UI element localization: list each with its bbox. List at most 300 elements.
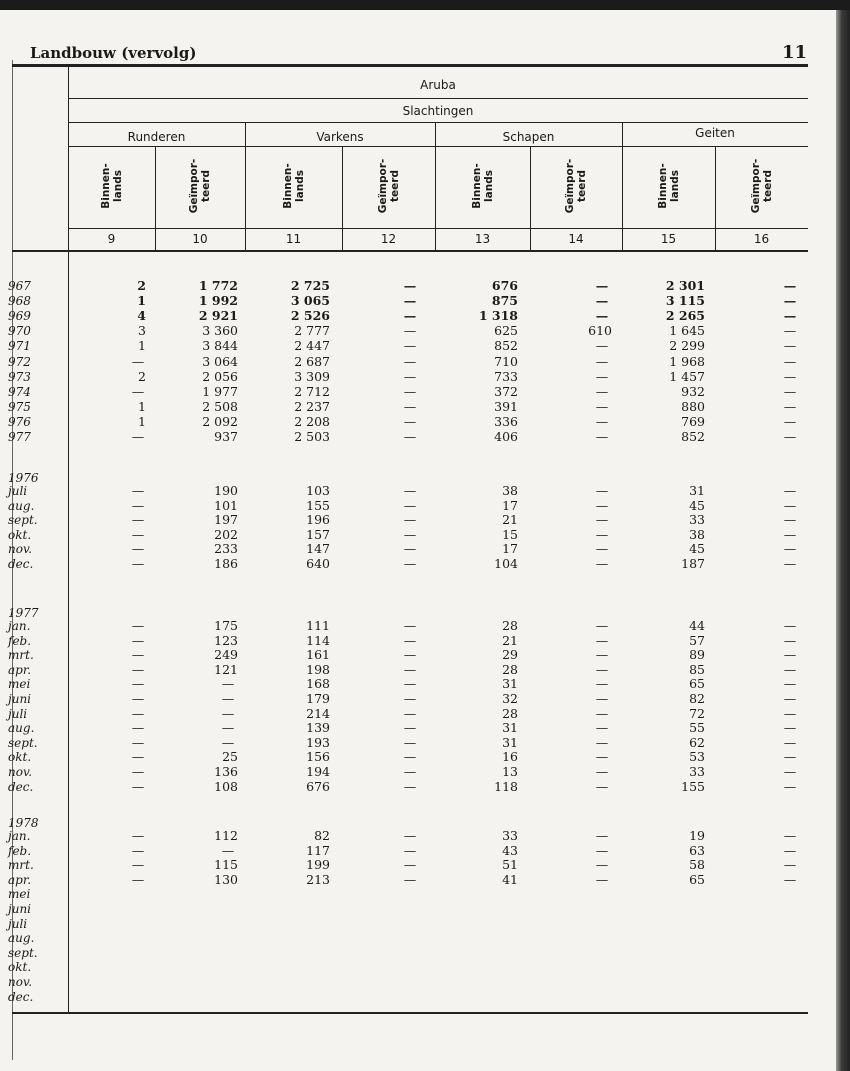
table-cell: 38 — [502, 483, 518, 498]
table-cell: — — [595, 413, 609, 429]
table-row — [0, 385, 850, 399]
table-cell: — — [783, 871, 797, 887]
row-label: sept. — [8, 945, 38, 960]
table-cell: — — [595, 526, 609, 542]
column-number: 10 — [192, 232, 208, 246]
section-year-label: 1978 — [8, 816, 39, 830]
table-cell: 249 — [214, 647, 238, 663]
table-cell: — — [403, 857, 417, 873]
table-cell: 123 — [214, 632, 238, 648]
table-row — [0, 975, 850, 989]
table-cell: — — [595, 398, 609, 414]
table-cell: — — [403, 512, 417, 528]
row-label: mei — [8, 887, 31, 902]
table-cell: 2 508 — [202, 398, 238, 414]
table-row — [0, 946, 850, 960]
table-cell: 937 — [214, 429, 238, 444]
table-row — [0, 829, 850, 843]
table-cell: — — [783, 368, 797, 384]
table-cell: 676 — [491, 278, 518, 293]
table-cell: 115 — [214, 857, 238, 873]
table-cell: — — [403, 778, 417, 794]
table-cell: — — [221, 734, 235, 750]
table-cell: 117 — [306, 842, 330, 858]
table-cell: — — [783, 661, 797, 677]
table-cell: — — [783, 705, 797, 721]
table-cell: — — [403, 483, 417, 498]
row-label: mrt. — [8, 858, 34, 873]
subcolumn-divider — [530, 146, 531, 252]
row-label: jan. — [8, 829, 31, 843]
table-cell: — — [595, 842, 609, 858]
row-label: 972 — [8, 354, 31, 369]
table-cell: — — [131, 647, 145, 663]
table-cell: 852 — [681, 429, 705, 444]
table-row — [0, 542, 850, 556]
subcolumn-header: Binnen- lands — [656, 163, 681, 209]
table-cell: — — [131, 720, 145, 736]
table-cell: 15 — [502, 526, 518, 542]
table-cell: 1 968 — [669, 353, 705, 369]
table-cell: — — [595, 278, 609, 293]
table-cell: 118 — [494, 778, 518, 794]
table-row — [0, 619, 850, 633]
row-label: 967 — [8, 279, 31, 293]
table-cell: 130 — [214, 871, 238, 887]
table-cell: 2 299 — [669, 338, 705, 354]
table-cell: — — [783, 526, 797, 542]
subcolumn-header: Geïmpor- teerd — [749, 158, 774, 214]
group-divider — [435, 122, 436, 252]
row-label: dec. — [8, 779, 34, 794]
table-cell: — — [403, 429, 417, 444]
table-cell: 31 — [502, 720, 518, 736]
table-cell: — — [783, 828, 797, 843]
table-cell: 28 — [502, 705, 518, 721]
table-cell: 852 — [494, 338, 518, 354]
subcolumn-header: Geïmpor- teerd — [564, 158, 588, 214]
row-label: sept. — [8, 513, 38, 528]
row-label: aug. — [8, 498, 35, 513]
table-cell: 63 — [689, 842, 705, 858]
subcolumn-header: Binnen- lands — [470, 163, 495, 209]
rule — [68, 98, 808, 99]
table-cell: 202 — [214, 526, 238, 542]
table-cell: — — [595, 647, 609, 663]
row-label: dec. — [8, 557, 34, 571]
table-cell: — — [595, 828, 609, 843]
table-cell: — — [131, 676, 145, 692]
row-label: juni — [8, 902, 32, 916]
table-cell: — — [131, 429, 145, 444]
table-row — [0, 279, 850, 293]
table-cell: — — [595, 368, 609, 384]
table-cell: — — [595, 871, 609, 887]
table-cell: 89 — [689, 647, 705, 663]
table-cell: — — [783, 734, 797, 750]
table-cell: 2 921 — [198, 308, 238, 324]
row-label: nov. — [8, 975, 33, 989]
table-cell: 193 — [306, 734, 330, 750]
subcolumn-divider — [155, 146, 156, 252]
table-row — [0, 309, 850, 323]
table-cell: — — [403, 749, 417, 765]
table-cell: — — [403, 618, 417, 633]
table-cell: 640 — [306, 556, 330, 571]
table-cell: — — [131, 691, 145, 706]
table-cell: 233 — [214, 541, 238, 557]
animal-header-varkens: Varkens — [316, 130, 364, 144]
column-number: 16 — [753, 232, 770, 246]
table-cell: 112 — [214, 828, 238, 843]
table-cell: 161 — [306, 647, 330, 663]
table-cell: — — [595, 383, 609, 399]
table-cell: — — [595, 353, 609, 369]
table-cell: — — [595, 661, 609, 677]
table-cell: 121 — [214, 661, 238, 677]
table-cell: — — [403, 353, 417, 369]
table-cell: 3 309 — [294, 368, 330, 384]
table-cell: — — [403, 661, 417, 677]
table-row — [0, 902, 850, 916]
table-cell: 82 — [689, 691, 705, 706]
table-row — [0, 400, 850, 414]
table-cell: — — [131, 764, 145, 779]
table-row — [0, 707, 850, 721]
table-cell: — — [403, 764, 417, 779]
table-row — [0, 873, 850, 887]
row-label: okt. — [8, 750, 32, 765]
table-cell: — — [131, 661, 145, 677]
table-cell: — — [403, 720, 417, 736]
table-cell: — — [131, 556, 145, 571]
table-cell: — — [403, 398, 417, 414]
table-cell: 1 645 — [669, 323, 705, 339]
animal-header-schapen: Schapen — [502, 130, 555, 144]
table-cell: — — [595, 705, 609, 721]
table-cell: — — [783, 323, 797, 339]
table-cell: — — [783, 338, 797, 354]
table-cell: 136 — [214, 764, 238, 779]
table-cell: 372 — [494, 383, 518, 399]
table-cell: 72 — [689, 705, 705, 721]
table-cell: 197 — [214, 512, 238, 528]
table-cell: — — [131, 828, 145, 843]
table-row — [0, 917, 850, 931]
scan-top-edge — [0, 0, 850, 10]
table-cell: 2 447 — [294, 338, 330, 354]
table-row — [0, 931, 850, 945]
table-cell: — — [783, 556, 797, 571]
table-cell: 1 — [138, 338, 146, 354]
table-row — [0, 528, 850, 542]
table-cell: — — [403, 734, 417, 750]
table-row — [0, 844, 850, 858]
table-cell: 155 — [681, 778, 705, 794]
table-cell: — — [131, 512, 145, 528]
table-cell: — — [131, 705, 145, 721]
table-cell: — — [595, 632, 609, 648]
rule — [68, 228, 808, 229]
table-cell: — — [595, 857, 609, 873]
row-label: nov. — [8, 542, 33, 557]
table-cell: 25 — [222, 749, 238, 765]
table-cell: 65 — [689, 676, 705, 692]
table-row — [0, 339, 850, 353]
table-cell: — — [595, 429, 609, 444]
table-cell: 103 — [306, 483, 330, 498]
row-label: okt. — [8, 960, 32, 975]
table-row — [0, 765, 850, 779]
table-cell: — — [595, 512, 609, 528]
row-label: 976 — [8, 414, 31, 429]
row-label: nov. — [8, 765, 33, 779]
table-cell: — — [783, 541, 797, 557]
table-cell: 2 — [138, 368, 146, 384]
table-cell: — — [131, 842, 145, 858]
table-row — [0, 990, 850, 1004]
table-cell: — — [131, 734, 145, 750]
table-cell: 55 — [689, 720, 705, 736]
table-cell: — — [403, 632, 417, 648]
table-cell: — — [403, 691, 417, 706]
table-cell: — — [221, 705, 235, 721]
table-cell: — — [783, 778, 797, 794]
table-cell: — — [595, 293, 609, 309]
row-label: juni — [8, 692, 32, 706]
table-cell: 1 318 — [478, 308, 518, 324]
table-cell: — — [783, 512, 797, 528]
table-cell: — — [403, 497, 417, 513]
table-cell: 3 360 — [202, 323, 238, 339]
table-cell: — — [403, 323, 417, 339]
table-cell: 156 — [306, 749, 330, 765]
table-cell: 62 — [689, 734, 705, 750]
table-cell: 139 — [306, 720, 330, 736]
table-cell: 610 — [588, 323, 612, 339]
table-row — [0, 960, 850, 974]
group-divider — [245, 122, 246, 252]
table-cell: 194 — [306, 764, 330, 779]
table-cell: 58 — [689, 857, 705, 873]
table-cell: 17 — [502, 541, 518, 557]
region-header: Aruba — [420, 78, 456, 92]
table-cell: — — [783, 764, 797, 779]
table-cell: 101 — [214, 497, 238, 513]
table-cell: — — [783, 842, 797, 858]
table-cell: 13 — [502, 764, 518, 779]
rule — [68, 122, 808, 123]
column-number: 11 — [285, 232, 302, 246]
table-row — [0, 750, 850, 764]
column-number: 15 — [660, 232, 677, 246]
table-cell: 2 301 — [665, 278, 705, 293]
table-cell: — — [131, 871, 145, 887]
table-cell: 1 992 — [198, 293, 238, 309]
table-cell: — — [595, 764, 609, 779]
table-cell: — — [131, 778, 145, 794]
table-cell: 85 — [689, 661, 705, 677]
table-cell: 2 056 — [202, 368, 238, 384]
page-title: Landbouw (vervolg) — [30, 44, 197, 62]
row-label: 969 — [8, 309, 31, 324]
table-cell: 28 — [502, 661, 518, 677]
table-cell: 187 — [681, 556, 705, 571]
table-cell: 51 — [502, 857, 518, 873]
table-cell: 147 — [306, 541, 330, 557]
subcolumn-header: Binnen- lands — [281, 163, 306, 209]
table-row — [0, 557, 850, 571]
table-cell: 28 — [502, 618, 518, 633]
table-cell: 186 — [214, 556, 238, 571]
group-divider — [622, 122, 623, 252]
table-cell: — — [595, 618, 609, 633]
table-top-rule — [12, 64, 808, 67]
table-cell: 1 977 — [202, 383, 238, 399]
table-cell: — — [783, 308, 797, 324]
table-cell: — — [131, 749, 145, 765]
row-label: apr. — [8, 662, 32, 677]
table-cell: 45 — [689, 497, 705, 513]
table-cell: 65 — [689, 871, 705, 887]
table-cell: — — [221, 691, 235, 706]
table-cell: 1 — [137, 293, 146, 309]
row-label: juli — [8, 484, 28, 498]
table-cell: — — [783, 497, 797, 513]
table-cell: — — [783, 749, 797, 765]
row-label: sept. — [8, 735, 38, 750]
table-cell: 769 — [681, 413, 705, 429]
table-cell: — — [403, 278, 417, 293]
table-cell: — — [403, 828, 417, 843]
table-cell: 875 — [491, 293, 518, 309]
column-number: 9 — [107, 232, 116, 246]
table-row — [0, 355, 850, 369]
table-cell: — — [403, 308, 417, 324]
table-cell: — — [595, 541, 609, 557]
table-cell: 3 064 — [202, 353, 238, 369]
table-cell: — — [595, 778, 609, 794]
table-cell: 17 — [502, 497, 518, 513]
row-label: 975 — [8, 399, 31, 414]
table-cell: 2 725 — [290, 278, 330, 293]
table-cell: 676 — [306, 778, 330, 794]
table-cell: — — [403, 293, 417, 309]
table-row — [0, 780, 850, 794]
table-cell: — — [783, 632, 797, 648]
table-cell: 3 115 — [665, 293, 705, 309]
table-cell: 104 — [494, 556, 518, 571]
table-cell: 213 — [306, 871, 330, 887]
table-cell: — — [131, 526, 145, 542]
table-row — [0, 721, 850, 735]
table-cell: 2 503 — [294, 429, 330, 444]
table-cell: 336 — [494, 413, 518, 429]
column-number: 13 — [474, 232, 491, 246]
table-cell: — — [403, 842, 417, 858]
table-row — [0, 484, 850, 498]
table-cell: 880 — [681, 398, 705, 414]
table-cell: — — [595, 308, 609, 324]
table-cell: 179 — [306, 691, 330, 706]
table-cell: — — [595, 734, 609, 750]
table-cell: 82 — [314, 828, 330, 843]
table-cell: — — [783, 353, 797, 369]
table-cell: — — [131, 353, 145, 369]
table-cell: — — [783, 618, 797, 633]
row-label: 970 — [8, 324, 31, 339]
table-cell: 43 — [502, 842, 518, 858]
table-cell: — — [131, 618, 145, 633]
section-year-label: 1976 — [8, 471, 39, 485]
table-cell: — — [131, 857, 145, 873]
table-row — [0, 648, 850, 662]
row-label: feb. — [8, 843, 32, 858]
table-cell: — — [403, 413, 417, 429]
table-cell: 33 — [689, 764, 705, 779]
table-cell: 214 — [306, 705, 330, 721]
subcolumn-header: Geïmpor- teerd — [376, 158, 401, 214]
table-cell: 3 — [138, 323, 146, 339]
table-cell: — — [783, 278, 797, 293]
table-cell: — — [403, 676, 417, 692]
table-cell: 2 526 — [290, 308, 330, 324]
table-cell: 32 — [502, 691, 518, 706]
table-cell: — — [403, 556, 417, 571]
row-label: 971 — [8, 339, 31, 354]
table-row — [0, 430, 850, 444]
table-row — [0, 663, 850, 677]
table-cell: 2 687 — [294, 353, 330, 369]
table-cell: 199 — [306, 857, 330, 873]
table-cell: 108 — [214, 778, 238, 794]
table-cell: — — [595, 556, 609, 571]
row-label: okt. — [8, 527, 32, 542]
table-cell: — — [221, 676, 235, 692]
table-cell: 196 — [306, 512, 330, 528]
row-label: 973 — [8, 369, 31, 384]
rule — [68, 146, 808, 147]
row-label: jan. — [8, 619, 31, 633]
table-cell: — — [403, 705, 417, 721]
table-cell: 190 — [214, 483, 238, 498]
row-label: 977 — [8, 430, 31, 444]
table-cell: 406 — [494, 429, 518, 444]
table-row — [0, 858, 850, 872]
table-row — [0, 887, 850, 901]
table-cell: 31 — [502, 734, 518, 750]
table-row — [0, 677, 850, 691]
table-row — [0, 499, 850, 513]
table-cell: 155 — [306, 497, 330, 513]
table-cell: 111 — [306, 618, 330, 633]
table-cell: 2 237 — [294, 398, 330, 414]
table-cell: — — [783, 857, 797, 873]
table-cell: 1 — [138, 413, 146, 429]
header-bottom-rule — [12, 250, 808, 252]
table-cell: — — [783, 413, 797, 429]
table-cell: 33 — [689, 512, 705, 528]
table-cell: 2 — [137, 278, 146, 293]
table-cell: 38 — [689, 526, 705, 542]
table-cell: — — [783, 293, 797, 309]
table-cell: — — [131, 483, 145, 498]
table-cell: — — [403, 871, 417, 887]
table-cell: — — [131, 632, 145, 648]
row-label: mei — [8, 677, 31, 692]
table-cell: — — [595, 676, 609, 692]
column-number: 14 — [568, 232, 584, 246]
